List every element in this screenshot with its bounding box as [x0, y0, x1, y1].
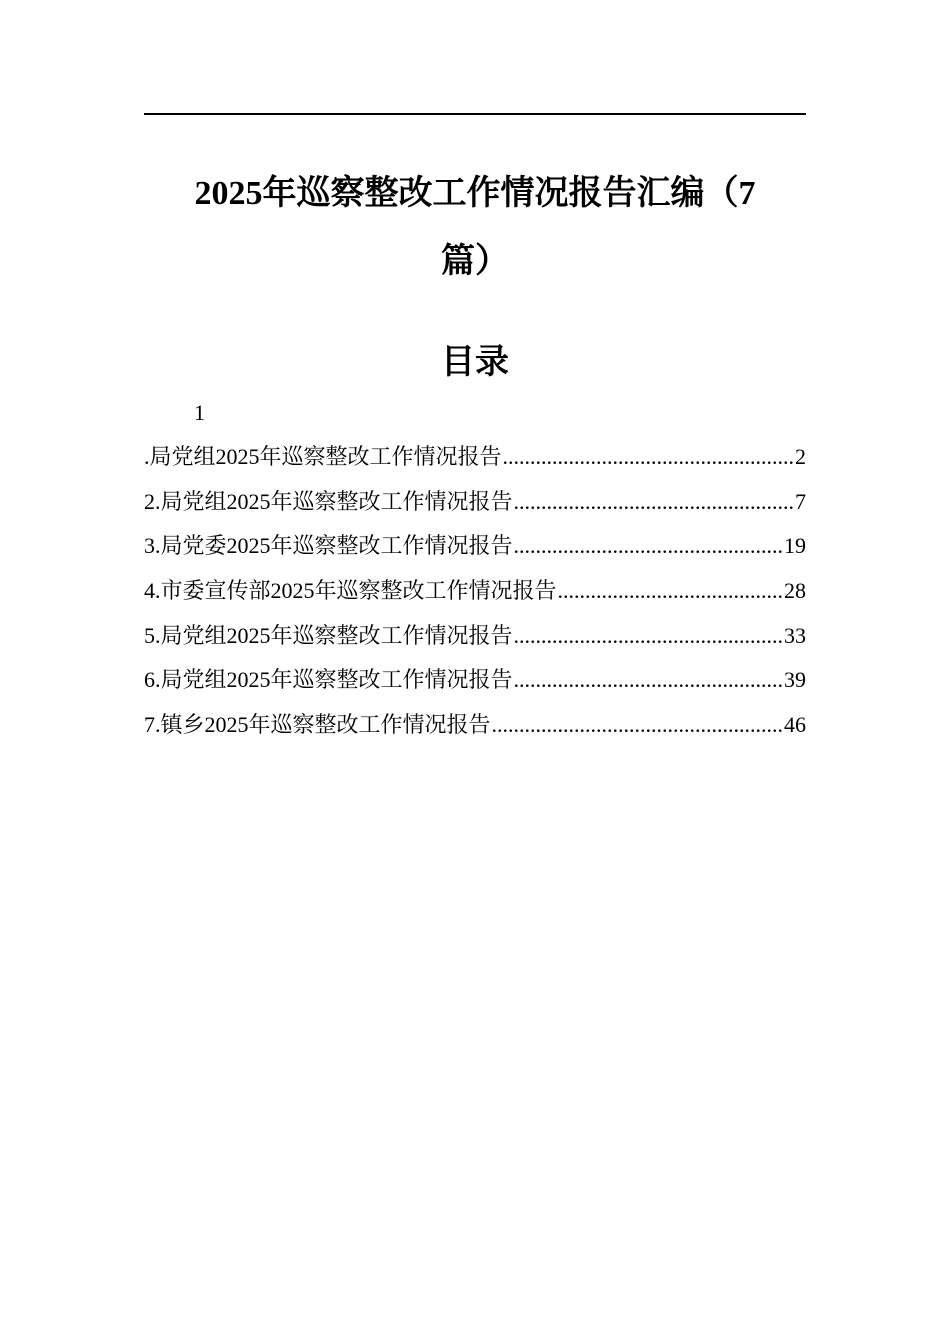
toc-page-number: 2: [795, 444, 806, 469]
toc-entry-text: 7.镇乡2025年巡察整改工作情况报告: [144, 712, 491, 738]
toc-page-number: 28: [784, 578, 806, 604]
toc-entry-5[interactable]: [144, 616, 806, 661]
toc-leader-dots: [503, 437, 794, 477]
document-title: [144, 160, 806, 296]
toc-entry-text: .局党组2025年巡察整改工作情况报告: [144, 444, 502, 469]
toc-entry-text: 6.局党组2025年巡察整改工作情况报告: [144, 667, 513, 693]
toc-leader-dots: [514, 482, 794, 522]
toc-entry-4[interactable]: [144, 571, 806, 616]
toc-leader-dots: [514, 616, 783, 656]
toc-page-number: 39: [784, 667, 806, 693]
toc-list: [144, 437, 806, 750]
toc-entry-text: 2.局党组2025年巡察整改工作情况报告: [144, 488, 513, 514]
toc-stray-number: 1: [194, 400, 205, 425]
toc-page-number: 33: [784, 622, 806, 648]
toc-entry-3[interactable]: [144, 526, 806, 571]
toc-leader-dots: [514, 660, 783, 700]
toc-leader-dots: [492, 705, 783, 745]
toc-heading: 目录: [441, 344, 509, 381]
toc-leader-dots: [514, 526, 783, 566]
document-title-line-1: 2025年巡察整改工作情况报告汇编（7: [194, 175, 756, 212]
toc-entry-text: 4.市委宣传部2025年巡察整改工作情况报告: [144, 578, 557, 604]
toc-page-number: 19: [784, 533, 806, 559]
toc-entry-7[interactable]: [144, 705, 806, 750]
toc-page-number: 7: [795, 488, 806, 514]
header-rule: [144, 113, 806, 115]
toc-entry-text: 3.局党委2025年巡察整改工作情况报告: [144, 533, 513, 559]
toc-entry-2[interactable]: [144, 482, 806, 527]
toc-entry-text: 5.局党组2025年巡察整改工作情况报告: [144, 622, 513, 648]
toc-page-number: 46: [784, 712, 806, 738]
toc-leader-dots: [558, 571, 783, 611]
toc-entry-6[interactable]: [144, 660, 806, 705]
toc-entry-1[interactable]: [144, 437, 806, 482]
document-title-line-2: 篇）: [441, 243, 509, 280]
